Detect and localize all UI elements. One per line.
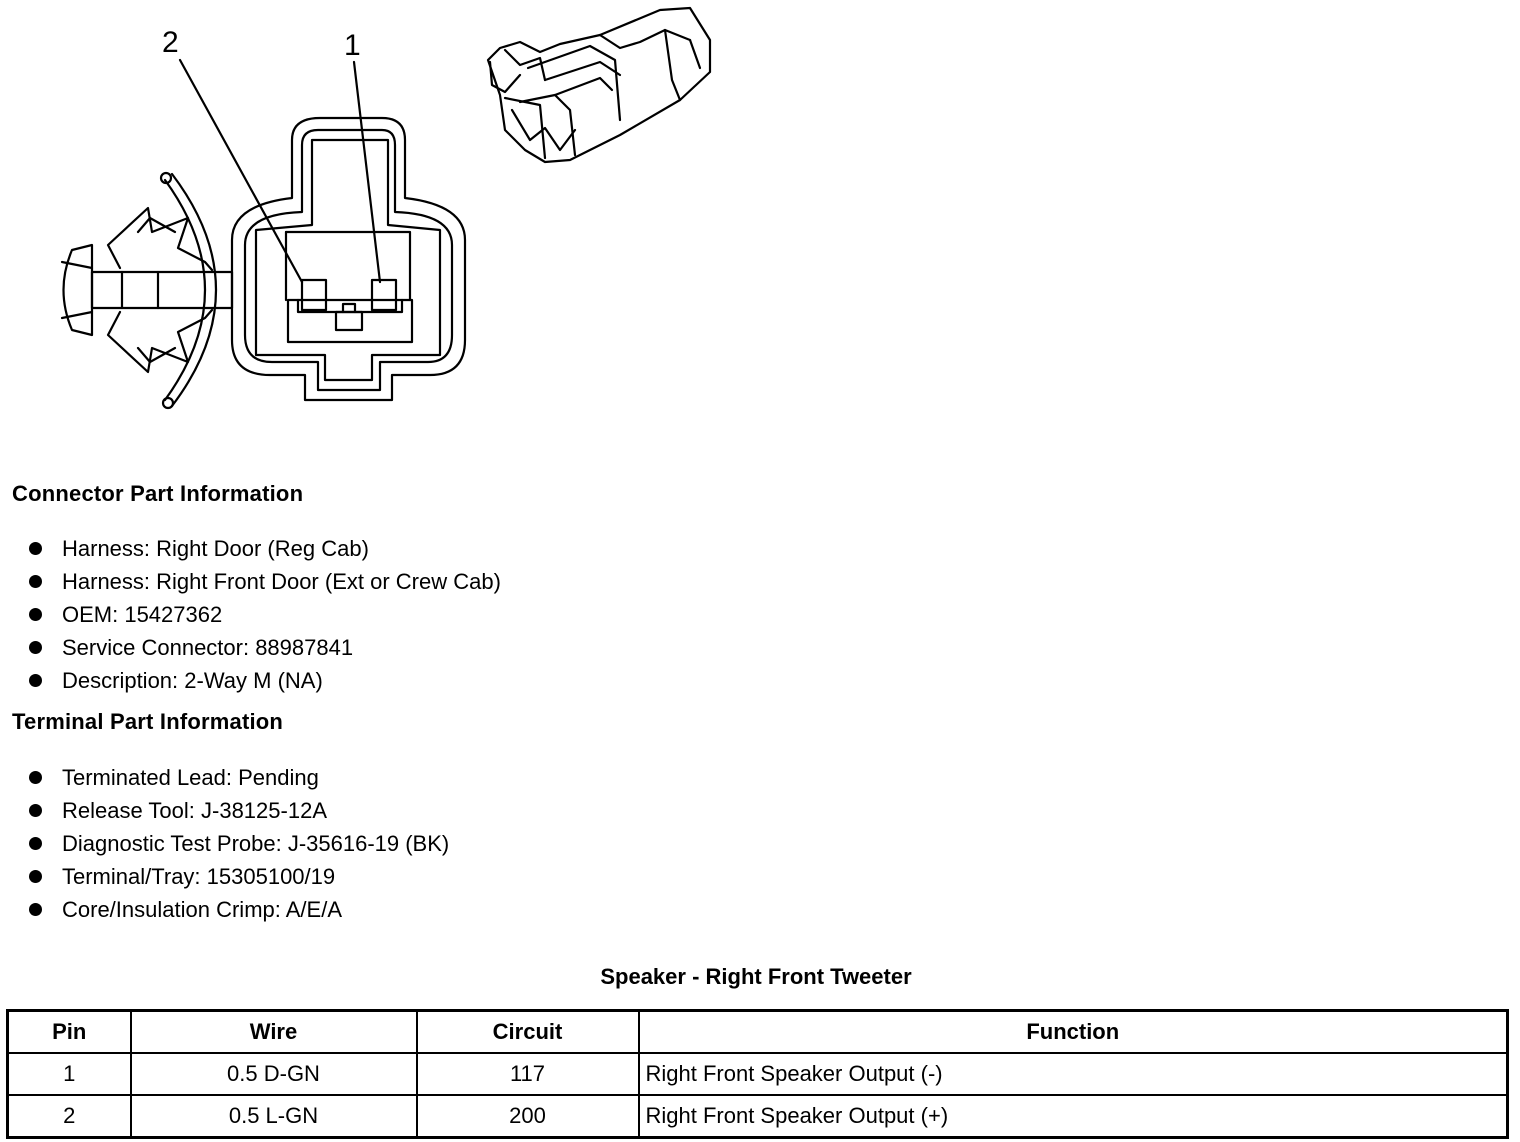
header-circuit: Circuit	[417, 1011, 639, 1054]
list-item-text: Release Tool: J-38125-12A	[62, 798, 327, 823]
list-item	[27, 598, 501, 631]
terminal-info-list	[27, 761, 449, 926]
table-row	[8, 1053, 1508, 1095]
table-row	[8, 1095, 1508, 1138]
list-item-text: Terminated Lead: Pending	[62, 765, 319, 790]
bullet-icon	[29, 575, 42, 588]
list-item	[27, 893, 449, 926]
connector-face	[232, 118, 465, 400]
header-function: Function	[639, 1011, 1508, 1054]
bullet-icon	[29, 542, 42, 555]
header-wire: Wire	[131, 1011, 417, 1054]
terminal-section-title: Terminal Part Information	[12, 709, 284, 734]
callout-1: 1	[344, 29, 361, 62]
list-item	[27, 631, 501, 664]
cell-wire: 0.5 D-GN	[131, 1053, 417, 1095]
leader-line-1	[354, 62, 380, 282]
bullet-icon	[29, 771, 42, 784]
cell-function: Right Front Speaker Output (-)	[639, 1053, 1508, 1095]
list-item-text: OEM: 15427362	[62, 602, 223, 627]
bullet-icon	[29, 641, 42, 654]
list-item	[27, 860, 449, 893]
list-item-text: Core/Insulation Crimp: A/E/A	[62, 897, 343, 922]
connector-section-title: Connector Part Information	[12, 481, 304, 506]
bullet-icon	[29, 837, 42, 850]
pin-table-title: Speaker - Right Front Tweeter	[600, 964, 912, 989]
connector-diagram	[0, 0, 760, 420]
list-item-text: Service Connector: 88987841	[62, 635, 354, 660]
cell-circuit: 117	[417, 1053, 639, 1095]
connector-info-list	[27, 532, 501, 697]
retainer-clip	[62, 173, 232, 408]
list-item-text: Diagnostic Test Probe: J-35616-19 (BK)	[62, 831, 450, 856]
list-item	[27, 794, 449, 827]
callout-2: 2	[162, 26, 179, 59]
cell-pin: 2	[8, 1095, 131, 1138]
bullet-icon	[29, 674, 42, 687]
cell-function: Right Front Speaker Output (+)	[639, 1095, 1508, 1138]
list-item	[27, 827, 449, 860]
list-item-text: Terminal/Tray: 15305100/19	[62, 864, 336, 889]
list-item	[27, 761, 449, 794]
connector-isometric	[488, 8, 710, 162]
header-pin: Pin	[8, 1011, 131, 1054]
list-item-text: Harness: Right Door (Reg Cab)	[62, 536, 369, 561]
list-item	[27, 664, 501, 697]
bullet-icon	[29, 804, 42, 817]
cell-pin: 1	[8, 1053, 131, 1095]
pin-table	[6, 1009, 1509, 1139]
bullet-icon	[29, 903, 42, 916]
list-item-text: Harness: Right Front Door (Ext or Crew Cab)	[62, 569, 501, 594]
cell-circuit: 200	[417, 1095, 639, 1138]
list-item-text: Description: 2-Way M (NA)	[62, 668, 323, 693]
table-header-row	[8, 1011, 1508, 1054]
bullet-icon	[29, 870, 42, 883]
list-item	[27, 565, 501, 598]
bullet-icon	[29, 608, 42, 621]
cell-wire: 0.5 L-GN	[131, 1095, 417, 1138]
list-item	[27, 532, 501, 565]
